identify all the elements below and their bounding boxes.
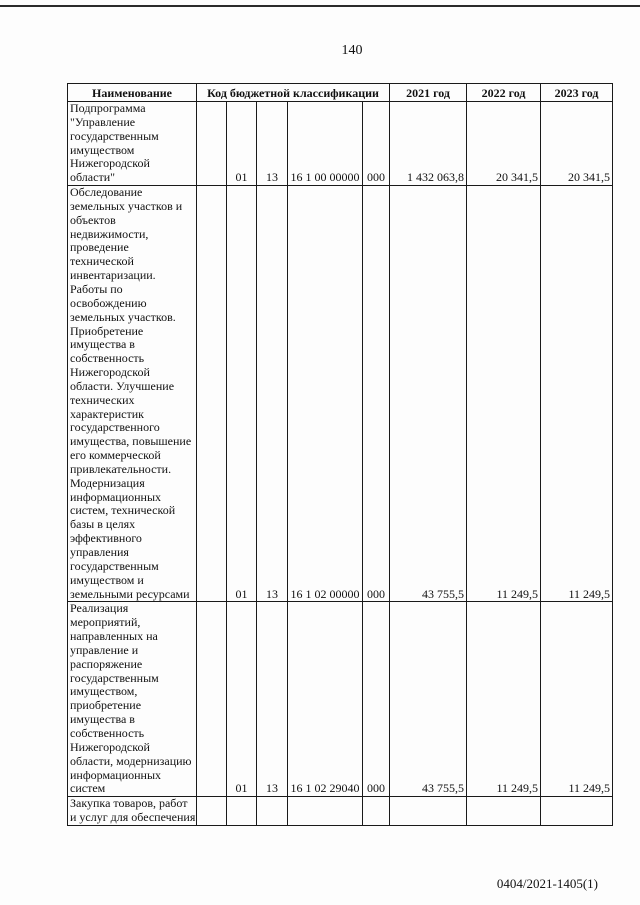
code-cell-empty bbox=[227, 797, 257, 826]
table-row bbox=[68, 602, 613, 797]
amount-2023: 11 249,5 bbox=[541, 602, 613, 797]
code-cell-empty bbox=[197, 102, 227, 186]
code-cell: 16 1 02 00000 bbox=[288, 186, 363, 602]
code-cell-empty bbox=[197, 186, 227, 602]
row-name: Обследование земельных участков и объектов недвижимости, проведение технической инвентаризации. Работы по освобождению земельных участков. Приобретение имущества в собственность Нижегородской области. Улучшение технических характеристик государственного имущества, повышение его коммерческой привлекательности. Модернизация информационных систем, технической базы в целях эффективного управления государственным имуществом и земельными ресурсами bbox=[68, 186, 197, 602]
code-cell-empty bbox=[197, 797, 227, 826]
code-cell-empty bbox=[257, 797, 288, 826]
table-row bbox=[68, 797, 613, 826]
code-cell-empty bbox=[288, 797, 363, 826]
code-cell: 13 bbox=[257, 186, 288, 602]
row-name: Подпрограмма "Управление государственным имуществом Нижегородской области" bbox=[68, 102, 197, 186]
page-number: 140 bbox=[341, 43, 363, 58]
header-name: Наименование bbox=[68, 84, 197, 102]
code-cell: 01 bbox=[227, 102, 257, 186]
code-cell: 13 bbox=[257, 102, 288, 186]
document-registration-code: 0404/2021-1405(1) bbox=[496, 876, 598, 891]
code-cell: 000 bbox=[363, 186, 390, 602]
code-cell: 01 bbox=[227, 602, 257, 797]
amount-2022: 11 249,5 bbox=[467, 602, 541, 797]
amount-2022: 20 341,5 bbox=[467, 102, 541, 186]
amount-2021: 1 432 063,8 bbox=[390, 102, 467, 186]
code-cell: 16 1 02 29040 bbox=[288, 602, 363, 797]
header-code: Код бюджетной классификации bbox=[197, 84, 390, 102]
amount-cell-empty bbox=[390, 797, 467, 826]
amount-2023: 11 249,5 bbox=[541, 186, 613, 602]
code-cell-empty bbox=[197, 602, 227, 797]
header-year-2021: 2021 год bbox=[390, 84, 467, 102]
row-name: Закупка товаров, работ и услуг для обеспечения bbox=[68, 797, 197, 826]
table-header-row bbox=[68, 84, 613, 102]
budget-table bbox=[67, 83, 613, 826]
amount-cell-empty bbox=[541, 797, 613, 826]
code-cell: 000 bbox=[363, 602, 390, 797]
amount-cell-empty bbox=[467, 797, 541, 826]
amount-2021: 43 755,5 bbox=[390, 602, 467, 797]
table-row bbox=[68, 102, 613, 186]
code-cell: 16 1 00 00000 bbox=[288, 102, 363, 186]
table-row bbox=[68, 186, 613, 602]
code-cell: 01 bbox=[227, 186, 257, 602]
header-year-2022: 2022 год bbox=[467, 84, 541, 102]
row-name: Реализация мероприятий, направленных на управление и распоряжение государственным имуществом, приобретение имущества в собственность Нижегородской области, модернизацию информационных систем bbox=[68, 602, 197, 797]
code-cell-empty bbox=[363, 797, 390, 826]
code-cell: 13 bbox=[257, 602, 288, 797]
code-cell: 000 bbox=[363, 102, 390, 186]
header-year-2023: 2023 год bbox=[541, 84, 613, 102]
amount-2022: 11 249,5 bbox=[467, 186, 541, 602]
amount-2023: 20 341,5 bbox=[541, 102, 613, 186]
scan-top-edge-line bbox=[0, 5, 640, 7]
amount-2021: 43 755,5 bbox=[390, 186, 467, 602]
